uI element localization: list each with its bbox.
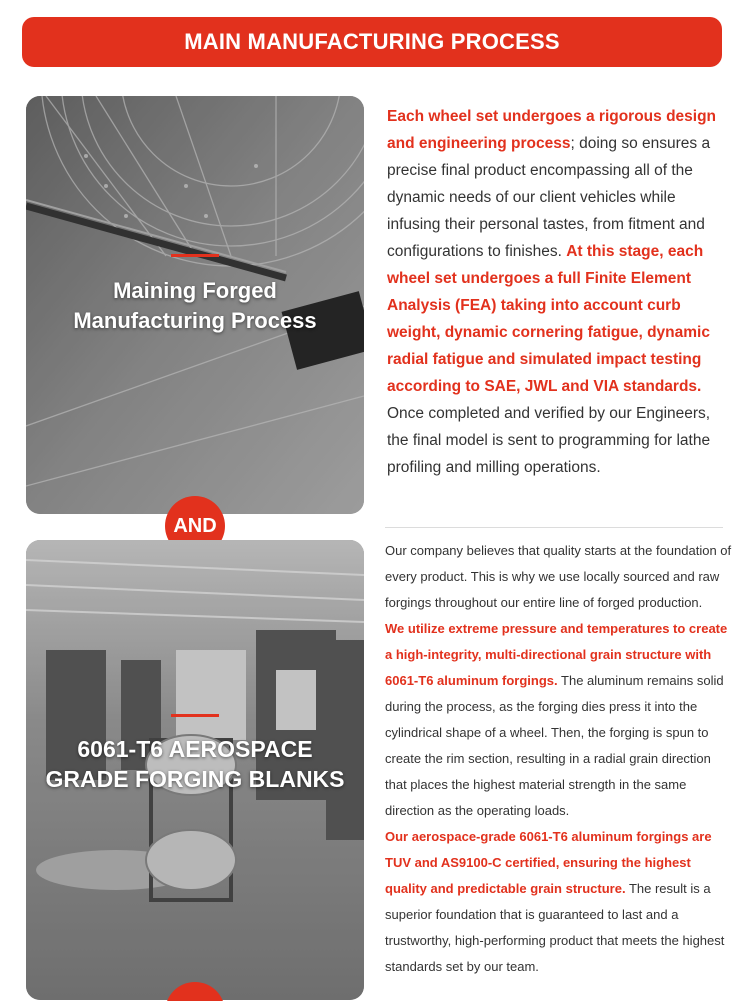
- body-text: Our company believes that quality starts at the foundation of every product. This is why we use locally sourced and raw forgings throughout our entire line of forged production.: [385, 543, 732, 610]
- design-engineering-paragraph: [387, 103, 727, 481]
- caption-accent-bar: [171, 254, 219, 257]
- factory-forging-blanks-image: [26, 540, 364, 1000]
- caption-line: 6061-T6 AEROSPACE: [77, 736, 313, 762]
- section-title: MAIN MANUFACTURING PROCESS: [184, 29, 560, 54]
- photo-caption: [26, 734, 364, 794]
- forging-quality-paragraph: [385, 538, 735, 980]
- highlight-text: Each wheel set undergoes a rigorous design and engineering process: [387, 108, 717, 152]
- caption-line: Manufacturing Process: [73, 308, 317, 333]
- highlight-text: We utilize extreme pressure and temperatures to create a high-integrity, multi-directional grain structure with 6061-T6 aluminum forgings.: [385, 621, 728, 688]
- engineering-drawing-image: [26, 96, 364, 514]
- body-text: The result is a superior foundation that is guaranteed to last and a trustworthy, high-performing product that meets the highest standards set by our team.: [385, 881, 725, 974]
- caption-line: Maining Forged: [113, 278, 277, 303]
- and-label: AND: [173, 514, 217, 537]
- body-text: Once completed and verified by our Engineers, the final model is sent to programming for lathe profiling and milling operations.: [387, 405, 711, 476]
- body-text: The aluminum remains solid during the process, as the forging dies press it into the cylindrical shape of a wheel. Then, the forging is spun to create the rim section, resulting in a radial grain direction that places the highest material strength in the same direction as the operating loads.: [385, 673, 724, 818]
- caption-accent-bar: [171, 714, 219, 717]
- section-title-banner: [22, 17, 722, 67]
- highlight-text: Our aerospace-grade 6061-T6 aluminum forgings are TUV and AS9100-C certified, ensuring the highest quality and predictable grain structure.: [385, 829, 712, 896]
- section-divider: [385, 527, 723, 528]
- photo-caption: [26, 276, 364, 336]
- highlight-text: At this stage, each wheel set undergoes a full Finite Element Analysis (FEA) taking into account curb weight, dynamic cornering fatigue, dynamic radial fatigue and simulated impact testing according to SAE, JWL and VIA standards.: [387, 243, 710, 395]
- body-text: ; doing so ensures a precise final product encompassing all of the dynamic needs of our client vehicles while infusing their personal tastes, from fitment and configurations to finishes.: [387, 135, 711, 260]
- caption-line: GRADE FORGING BLANKS: [45, 766, 345, 792]
